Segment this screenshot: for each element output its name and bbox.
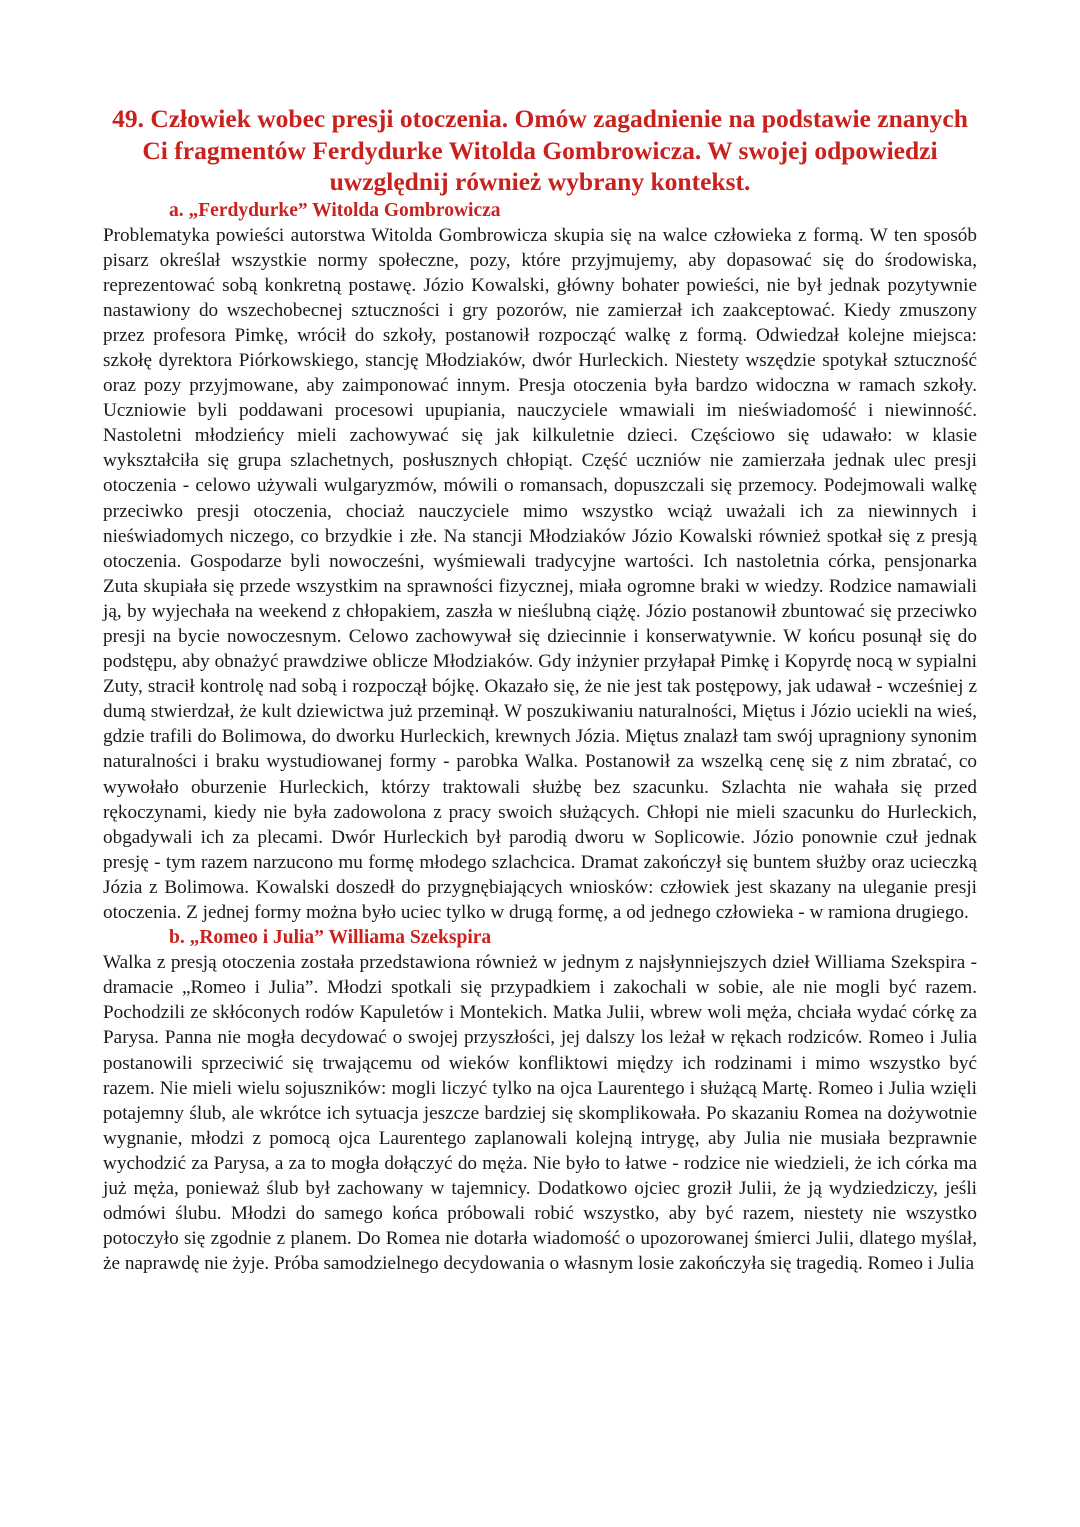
document-title: 49. Człowiek wobec presji otoczenia. Omów zagadnienie na podstawie znanych Ci fragmentów Ferdydurke Witolda Gombrowicza. W swojej odpowiedzi uwzględnij również wybrany kontekst. [112, 104, 968, 196]
section-heading: a. „Ferdydurke” Witolda Gombrowicza [169, 199, 501, 221]
section-heading: b. „Romeo i Julia” Williama Szekspira [169, 927, 492, 949]
section-ferdydurke [103, 198, 977, 926]
document-page [103, 103, 977, 1276]
section-romeo-i-julia [103, 925, 977, 1276]
section-paragraph: Walka z presją otoczenia została przedstawiona również w jednym z najsłynniejszych dzieł Williama Szekspira - dramacie „Romeo i Julia”. Młodzi spotkali się przypadkiem i zakochali w sobie, ale nie mogli być razem. Pochodzili ze skłóconych rodów Kapuletów i Montekich. Matka Julii, wbrew woli męża, chciała wydać córkę za Parysa. Panna nie mogła decydować o swojej przyszłości, jej dalszy los leżał w rękach rodziców. Romeo i Julia postanowili sprzeciwić się trwającemu od wieków konfliktowi między ich rodzinami i mimo wszystko być razem. Nie mieli wielu sojuszników: mogli liczyć tylko na ojca Laurentego i służącą Martę. Romeo i Julia wzięli potajemny ślub, ale wkrótce ich sytuacja jeszcze bardziej się skomplikowała. Po skazaniu Romea na dożywotnie wygnanie, młodzi z pomocą ojca Laurentego zaplanowali kolejną intrygę, aby Julia nie musiała bezprawnie wychodzić za Parysa, a za to mogła dołączyć do męża. Nie było to łatwe - rodzice nie wiedzieli, że ich córka ma już męża, ponieważ ślub był zachowany w tajemnicy. Dodatkowo ojciec groził Julii, że ją wydziedziczy, jeśli odmówi ślubu. Młodzi do samego końca próbowali robić wszystko, aby być razem, niestety nie wszystko potoczyło się zgodnie z planem. Do Romea nie dotarła wiadomość o upozorowanej śmierci Julii, dlatego myślał, że naprawdę nie żyje. Próba samodzielnego decydowania o własnym losie zakończyła się tragedią. Romeo i Julia [103, 952, 977, 1275]
section-paragraph: Problematyka powieści autorstwa Witolda Gombrowicza skupia się na walce człowieka z formą. W ten sposób pisarz określał wszystkie normy społeczne, pozy, które przyjmujemy, aby dopasować się do środowiska, reprezentować sobą konkretną postawę. Józio Kowalski, główny bohater powieści, nie był jednak pozytywnie nastawiony do wszechobecnej sztuczności i gry pozorów, nie zamierzał ich zaakceptować. Kiedy zmuszony przez profesora Pimkę, wrócił do szkoły, postanowił rozpocząć walkę z formą. Odwiedzał kolejne miejsca: szkołę dyrektora Piórkowskiego, stancję Młodziaków, dwór Hurleckich. Niestety wszędzie spotykał sztuczność oraz pozy przyjmowane, aby zaimponować innym. Presja otoczenia była bardzo widoczna w ramach szkoły. Uczniowie byli poddawani procesowi upupiania, nauczyciele wmawiali im nieświadomość i niewinność. Nastoletni młodzieńcy mieli zachowywać się jak kilkuletnie dzieci. Częściowo się udawało: w klasie wykształciła się grupa szlachetnych, posłusznych chłopiąt. Część uczniów nie zamierzała jednak ulec presji otoczenia - celowo używali wulgaryzmów, mówili o romansach, dopuszczali się przemocy. Podejmowali walkę przeciwko presji otoczenia, chociaż nauczyciele mimo wszystko wciąż uważali ich za niewinnych i nieświadomych niczego, co brzydkie i złe. Na stancji Młodziaków Józio Kowalski również spotkał się z presją otoczenia. Gospodarze byli nowocześni, wyśmiewali tradycyjne wartości. Ich nastoletnia córka, pensjonarka Zuta skupiała się przede wszystkim na sprawności fizycznej, miała ogromne braki w wiedzy. Rodzice namawiali ją, by wyjechała na weekend z chłopakiem, zaszła w nieślubną ciążę. Józio postanowił zbuntować się przeciwko presji na bycie nowoczesnym. Celowo zachowywał się dziecinnie i konserwatywnie. W końcu posunął się do podstępu, aby obnażyć prawdziwe oblicze Młodziaków. Gdy inżynier przyłapał Pimkę i Kopyrdę nocą w sypialni Zuty, stracił kontrolę nad sobą i rozpoczął bójkę. Okazało się, że nie jest tak postępowy, jak udawał - wcześniej z dumą stwierdzał, że kult dziewictwa już przeminął. W poszukiwaniu naturalności, Miętus i Józio uciekli na wieś, gdzie trafili do Bolimowa, do dworku Hurleckich, krewnych Józia. Miętus znalazł tam swój upragniony synonim naturalności i braku wystudiowanej formy - parobka Walka. Postanowił za wszelką cenę się z nim zbratać, co wywołało oburzenie Hurleckich, którzy traktowali służbę bez szacunku. Szlachta nie wahała się przed rękoczynami, kiedy nie była zadowolona z pracy swoich służących. Chłopi nie mieli szacunku do Hurleckich, obgadywali ich za plecami. Dwór Hurleckich był parodią dworu w Soplicowie. Józio ponownie czuł jednak presję - tym razem narzucono mu formę młodego szlachcica. Dramat zakończył się buntem służby oraz ucieczką Józia z Bolimowa. Kowalski doszedł do przygnębiających wniosków: człowiek jest skazany na uleganie presji otoczenia. Z jednej formy można było uciec tylko w drugą formę, a od jednego człowieka - w ramiona drugiego. [103, 224, 977, 924]
